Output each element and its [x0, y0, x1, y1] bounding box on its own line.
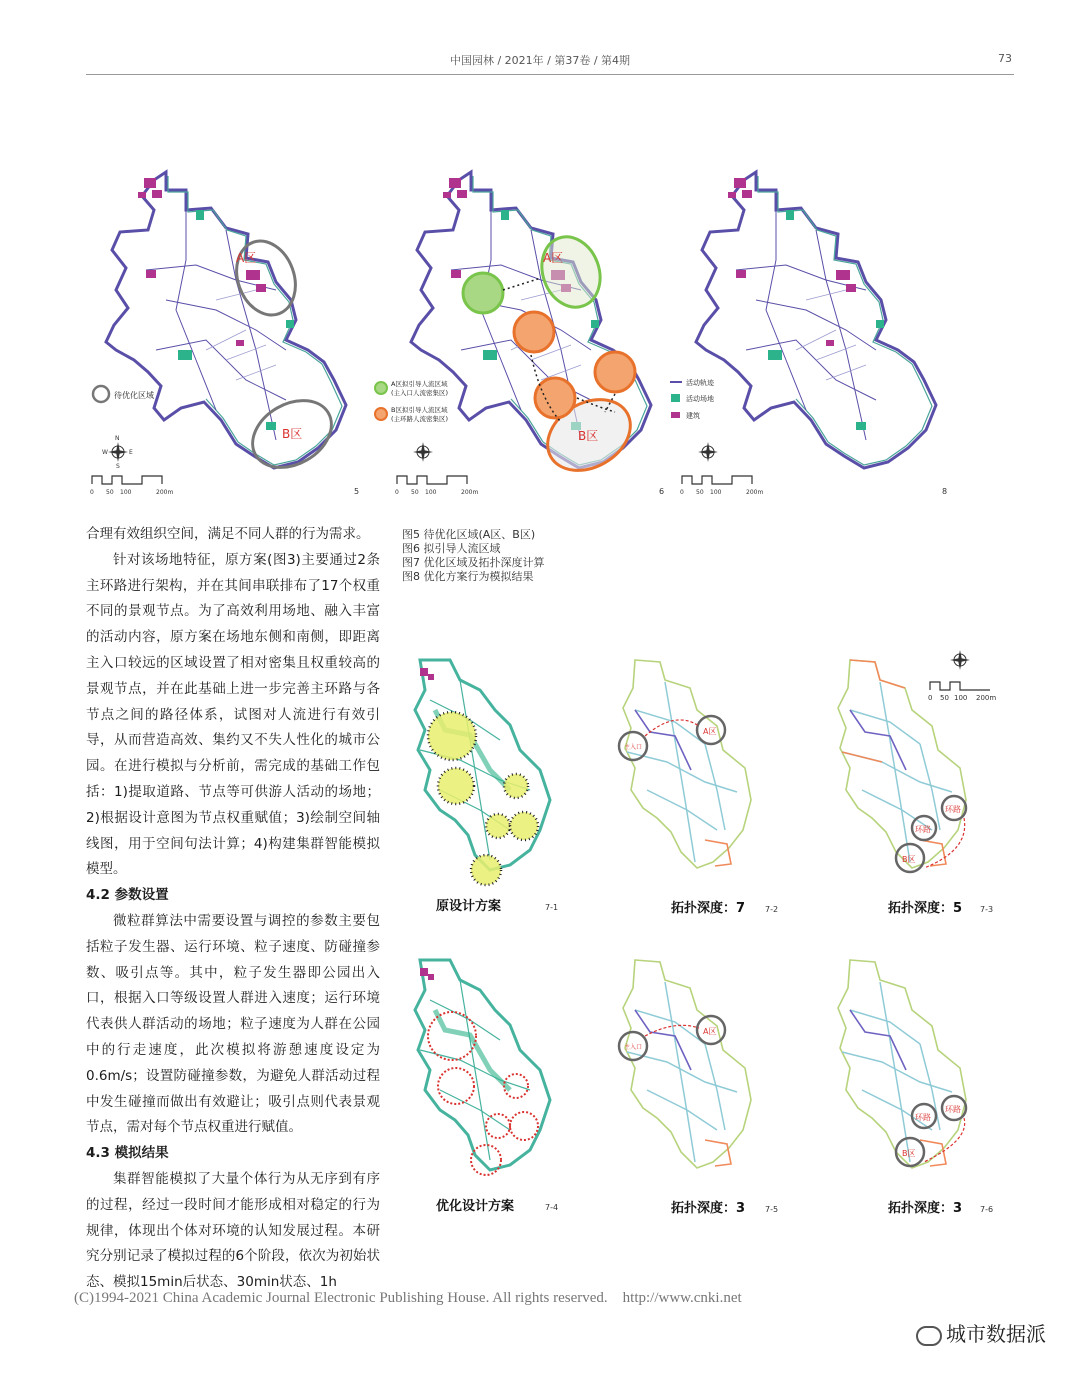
svg-text:100: 100 — [954, 694, 968, 702]
svg-text:A区: A区 — [703, 1027, 717, 1036]
section-4-3-heading: 4.3 模拟结果 — [86, 1145, 169, 1162]
svg-text:200m: 200m — [746, 489, 764, 496]
watermark-icon — [916, 1326, 942, 1346]
svg-text:0: 0 — [90, 489, 94, 496]
fig-7-5-label: 拓扑深度：3 — [671, 1201, 746, 1216]
legend-b: B区拟引导人流区域 — [391, 406, 448, 414]
legend-b-sub: (主环路人流密集区) — [391, 415, 449, 423]
svg-text:7-4: 7-4 — [545, 1203, 559, 1212]
svg-text:0: 0 — [395, 489, 399, 496]
svg-text:200m: 200m — [461, 489, 479, 496]
svg-text:100: 100 — [425, 489, 437, 496]
legend-a: A区拟引导人流区域 — [391, 380, 448, 388]
svg-text:7-2: 7-2 — [765, 905, 779, 914]
svg-text:B区: B区 — [578, 429, 599, 443]
paragraph-1: 针对该场地特征，原方案(图3)主要通过2条主环路进行架构，并在其间串联排布了17个权重不同的景观节点。为了高效利用场地、融入丰富的活动内容，原方案在场地东侧和南侧，即距离主入口较远的区域设置了相对密集且权重较高的景观节点，并在此基础上进一步完善主环路与各节点之间的路径体系，试图对人流进行有效引导，从而营造高效、集约又不失人性化的城市公园。在进行模拟与分析前，需完成的基础工作包括：1)提取道路、节点等可供游人活动的场地；2)根据设计意图为节点权重赋值；3)绘制空间轴线图，用于空间句法计算；4)构建集群智能模拟模型。 — [86, 551, 380, 878]
svg-text:B区: B区 — [902, 1149, 916, 1158]
fig-7-2 — [619, 660, 778, 916]
fig-7-4-label: 优化设计方案 — [436, 1199, 515, 1214]
svg-text:200m: 200m — [976, 694, 997, 702]
section-4-2-heading: 4.2 参数设置 — [86, 887, 169, 904]
copyright-text: (C)1994-2021 China Academic Journal Electronic Publishing House. All rights reserved. — [74, 1290, 608, 1306]
svg-text:环路: 环路 — [915, 825, 931, 834]
figure-captions — [402, 528, 545, 584]
figure-number-8: 8 — [942, 487, 948, 496]
svg-text:主入口: 主入口 — [624, 744, 643, 751]
svg-text:W: W — [102, 449, 108, 456]
zone-b-label: B区 — [282, 427, 303, 441]
running-header — [0, 52, 1080, 72]
svg-text:E: E — [129, 449, 133, 456]
legend-field: 活动场地 — [686, 395, 714, 403]
cnki-url[interactable]: http://www.cnki.net — [622, 1290, 742, 1306]
svg-text:B区: B区 — [902, 855, 916, 864]
figure-5-6-8 — [86, 150, 1014, 510]
map-8 — [670, 172, 947, 496]
fig-7-1-label: 原设计方案 — [436, 899, 502, 914]
fig-7-2-label: 拓扑深度：7 — [671, 901, 746, 916]
svg-text:200m: 200m — [156, 489, 174, 496]
svg-text:A区: A区 — [543, 251, 564, 265]
caption-fig8: 图8 优化方案行为模拟结果 — [402, 570, 534, 583]
fig-7-3-label: 拓扑深度：5 — [888, 901, 963, 916]
watermark: 城市数据派 — [916, 1318, 1046, 1347]
body-text — [86, 522, 380, 1296]
header-rule — [86, 74, 1014, 75]
legend-track: 活动轨迹 — [686, 379, 714, 387]
figure-7-grid — [400, 640, 1020, 1230]
svg-text:S: S — [116, 463, 120, 470]
map-6 — [375, 172, 664, 496]
fig-7-3 — [838, 650, 996, 916]
svg-text:N: N — [115, 435, 120, 442]
svg-text:7-3: 7-3 — [980, 905, 994, 914]
map-5 — [90, 172, 359, 496]
caption-fig7: 图7 优化区域及拓扑深度计算 — [402, 556, 545, 569]
fig-7-5 — [619, 960, 778, 1216]
fig-7-4 — [415, 960, 558, 1214]
paragraph-0: 合理有效组织空间，满足不同人群的行为需求。 — [86, 526, 370, 542]
zone-a-label: A区 — [236, 251, 257, 265]
figure-number-6: 6 — [659, 487, 665, 496]
journal-info: 中国园林 / 2021年 / 第37卷 / 第4期 — [449, 54, 631, 67]
svg-text:50: 50 — [940, 694, 949, 702]
paragraph-2: 微粒群算法中需要设置与调控的参数主要包括粒子发生器、运行环境、粒子速度、防碰撞参数、吸引点等。其中，粒子发生器即公园出入口，根据入口等级设置人群进入速度；运行环境代表供人群活动的场地；粒子速度为人群在公园中的行走速度，此次模拟将游憩速度设定为0.6m/s；设置防碰撞参数，为避免人群活动过程中发生碰撞而做出有效避让；吸引点则代表景观节点，需对每个节点权重进行赋值。 — [86, 912, 380, 1136]
svg-text:50: 50 — [696, 489, 704, 496]
svg-text:主入口: 主入口 — [624, 1044, 643, 1051]
legend-a-sub: (主入口人流密集区) — [391, 389, 449, 397]
svg-text:50: 50 — [106, 489, 114, 496]
legend-building: 建筑 — [686, 412, 700, 420]
fig-7-1 — [415, 660, 558, 914]
svg-text:A区: A区 — [703, 727, 717, 736]
legend-label: 待优化区域 — [114, 391, 154, 400]
svg-text:7-1: 7-1 — [545, 903, 559, 912]
copyright-footer — [74, 1290, 874, 1307]
caption-fig5: 图5 待优化区域(A区、B区) — [402, 528, 536, 541]
svg-text:环路: 环路 — [915, 1113, 931, 1122]
svg-text:50: 50 — [411, 489, 419, 496]
fig-7-6 — [838, 960, 993, 1216]
svg-text:7-5: 7-5 — [765, 1205, 779, 1214]
fig-7-6-label: 拓扑深度：3 — [888, 1201, 963, 1216]
svg-text:环路: 环路 — [945, 805, 961, 814]
svg-text:0: 0 — [680, 489, 684, 496]
figure-number-5: 5 — [354, 487, 360, 496]
svg-text:环路: 环路 — [945, 1105, 961, 1114]
caption-fig6: 图6 拟引导人流区域 — [402, 542, 501, 555]
svg-text:100: 100 — [710, 489, 722, 496]
svg-text:100: 100 — [120, 489, 132, 496]
paragraph-3: 集群智能模拟了大量个体行为从无序到有序的过程，经过一段时间才能形成相对稳定的行为规律，体现出个体对环境的认知发展过程。本研究分别记录了模拟过程的6个阶段，依次为初始状态、模拟15min后状态、30min状态、1h — [86, 1170, 380, 1291]
svg-text:7-6: 7-6 — [980, 1205, 994, 1214]
legend-ellipse — [93, 386, 109, 402]
page-number: 73 — [998, 52, 1012, 65]
svg-text:0: 0 — [928, 694, 933, 702]
